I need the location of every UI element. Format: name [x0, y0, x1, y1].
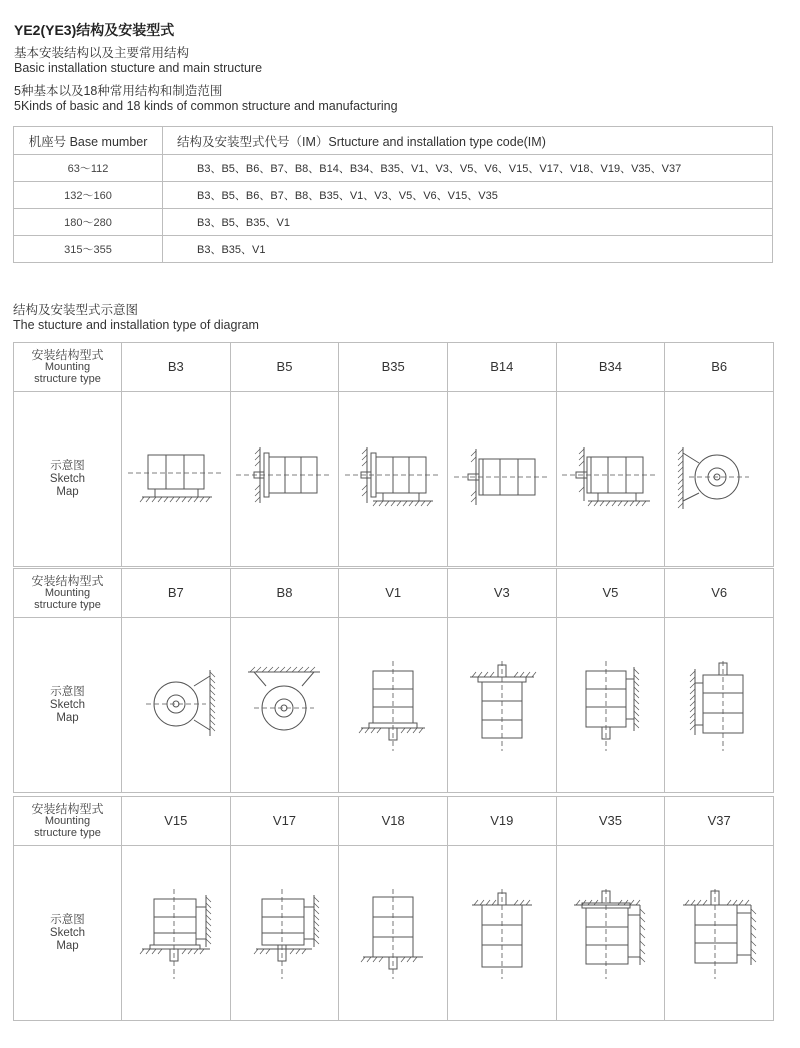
sketch-b35 [339, 392, 448, 567]
vertical-motor-icon [343, 655, 443, 755]
mount-type-label [14, 797, 122, 846]
sketch-v15 [122, 846, 231, 1021]
mount-code-v37: V37 [665, 797, 774, 846]
mount-code-b7: B7 [122, 569, 231, 618]
sketch-row [14, 846, 774, 1021]
frame-range: 63～112 [14, 155, 163, 182]
intro-range [14, 84, 398, 114]
sketch-v3 [447, 618, 556, 793]
sketch-map-label-en1: Sketch [49, 698, 86, 711]
mount-code-v17: V17 [230, 797, 339, 846]
im-codes: B3、B5、B6、B7、B8、B35、V1、V3、V5、V6、V15、V35 [163, 182, 773, 209]
intro-basic-zh: 基本安装结构以及主要常用结构 [14, 46, 190, 60]
sketch-row [14, 618, 774, 793]
vertical-motor-shaft-up-icon [452, 655, 552, 755]
table-row [14, 182, 773, 209]
flange-foot-motor-icon [343, 439, 443, 519]
vertical-face-flange-motor-shaft-up-icon [452, 883, 552, 983]
mount-type-label-en2: structure type [34, 599, 101, 611]
vertical-flange-foot-motor-icon [126, 883, 226, 983]
sketch-map-label-zh: 示意图 [50, 913, 85, 926]
wall-mount-motor-icon [126, 660, 226, 750]
table-row [14, 236, 773, 263]
sketch-v17 [230, 846, 339, 1021]
sketch-b7 [122, 618, 231, 793]
im-codes: B3、B5、B6、B7、B8、B14、B34、B35、V1、V3、V5、V6、V15、V17、V18、V19、V35、V37 [163, 155, 773, 182]
diagram-heading-en: The stucture and installation type of diagram [13, 318, 259, 332]
sketch-map-label-en1: Sketch [49, 472, 86, 485]
mounting-table-1 [13, 342, 774, 567]
sketch-b14 [447, 392, 556, 567]
mount-code-v15: V15 [122, 797, 231, 846]
mount-code-v1: V1 [339, 569, 448, 618]
sketch-map-label-en2: Map [56, 939, 79, 952]
mount-code-b5: B5 [230, 343, 339, 392]
sketch-map-label [14, 846, 122, 1021]
sketch-v5 [556, 618, 665, 793]
mount-code-b6: B6 [665, 343, 774, 392]
im-codes: B3、B5、B35、V1 [163, 209, 773, 236]
frame-range: 315～355 [14, 236, 163, 263]
sketch-v6 [665, 618, 774, 793]
sketch-row [14, 392, 774, 567]
sketch-b5 [230, 392, 339, 567]
mount-type-label-en2: structure type [34, 373, 101, 385]
mount-type-label-en1: Mounting [44, 815, 91, 827]
sketch-v37 [665, 846, 774, 1021]
intro-range-en: 5Kinds of basic and 18 kinds of common structure and manufacturing [14, 99, 398, 113]
sketch-b34 [556, 392, 665, 567]
mount-code-v18: V18 [339, 797, 448, 846]
vertical-face-flange-foot-motor-icon [234, 883, 334, 983]
vertical-foot-motor-icon [560, 655, 660, 755]
mount-code-v6: V6 [665, 569, 774, 618]
mount-type-label-en1: Mounting [44, 361, 91, 373]
mount-type-label [14, 569, 122, 618]
vertical-face-flange-foot-motor-shaft-up-icon [669, 883, 769, 983]
table-row [14, 155, 773, 182]
mounting-table-3 [13, 796, 774, 1021]
ceiling-mount-motor-icon [234, 660, 334, 750]
sketch-map-label-en2: Map [56, 485, 79, 498]
header-im-code: 结构及安装型式代号（IM）Srtucture and installation type code(IM) [163, 127, 773, 155]
mount-type-row [14, 569, 774, 618]
sketch-v35 [556, 846, 665, 1021]
mount-type-label [14, 343, 122, 392]
mount-code-b8: B8 [230, 569, 339, 618]
intro-basic [14, 46, 262, 76]
mount-type-label-zh: 安装结构型式 [31, 802, 104, 816]
sketch-map-label [14, 392, 122, 567]
mount-type-label-en2: structure type [34, 827, 101, 839]
mount-code-v5: V5 [556, 569, 665, 618]
face-flange-foot-motor-icon [560, 439, 660, 519]
vertical-foot-motor-shaft-up-icon [669, 655, 769, 755]
frame-range: 132～160 [14, 182, 163, 209]
sketch-map-label [14, 618, 122, 793]
table-row [14, 209, 773, 236]
mount-type-label-zh: 安装结构型式 [31, 574, 104, 588]
sketch-v18 [339, 846, 448, 1021]
sketch-b6 [665, 392, 774, 567]
mount-type-row [14, 343, 774, 392]
page-title: YE2(YE3)结构及安装型式 [14, 22, 175, 38]
vertical-flange-foot-motor-shaft-up-icon [560, 883, 660, 983]
sketch-v19 [447, 846, 556, 1021]
face-flange-motor-icon [452, 439, 552, 519]
frame-range: 180～280 [14, 209, 163, 236]
im-code-table [13, 126, 773, 263]
sketch-map-label-en2: Map [56, 711, 79, 724]
mount-code-v19: V19 [447, 797, 556, 846]
table-header-row [14, 127, 773, 155]
diagram-heading [13, 303, 259, 333]
mount-code-b35: B35 [339, 343, 448, 392]
wall-mount-motor-icon [669, 439, 769, 519]
flange-motor-icon [234, 439, 334, 519]
mount-code-v3: V3 [447, 569, 556, 618]
sketch-b8 [230, 618, 339, 793]
mount-type-label-en1: Mounting [44, 587, 91, 599]
mount-type-label-zh: 安装结构型式 [31, 348, 104, 362]
sketch-b3 [122, 392, 231, 567]
mount-type-row [14, 797, 774, 846]
header-base-number: 机座号 Base mumber [14, 127, 163, 155]
im-codes: B3、B35、V1 [163, 236, 773, 263]
sketch-map-label-zh: 示意图 [50, 685, 85, 698]
vertical-face-flange-motor-icon [343, 883, 443, 983]
sketch-v1 [339, 618, 448, 793]
mounting-table-2 [13, 568, 774, 793]
mount-code-b3: B3 [122, 343, 231, 392]
intro-range-zh: 5种基本以及18种常用结构和制造范围 [14, 84, 223, 98]
mount-code-v35: V35 [556, 797, 665, 846]
sketch-map-label-zh: 示意图 [50, 459, 85, 472]
diagram-heading-zh: 结构及安装型式示意图 [13, 303, 139, 317]
mount-code-b14: B14 [447, 343, 556, 392]
horizontal-foot-motor-icon [126, 439, 226, 519]
sketch-map-label-en1: Sketch [49, 926, 86, 939]
intro-basic-en: Basic installation stucture and main structure [14, 61, 263, 75]
mount-code-b34: B34 [556, 343, 665, 392]
